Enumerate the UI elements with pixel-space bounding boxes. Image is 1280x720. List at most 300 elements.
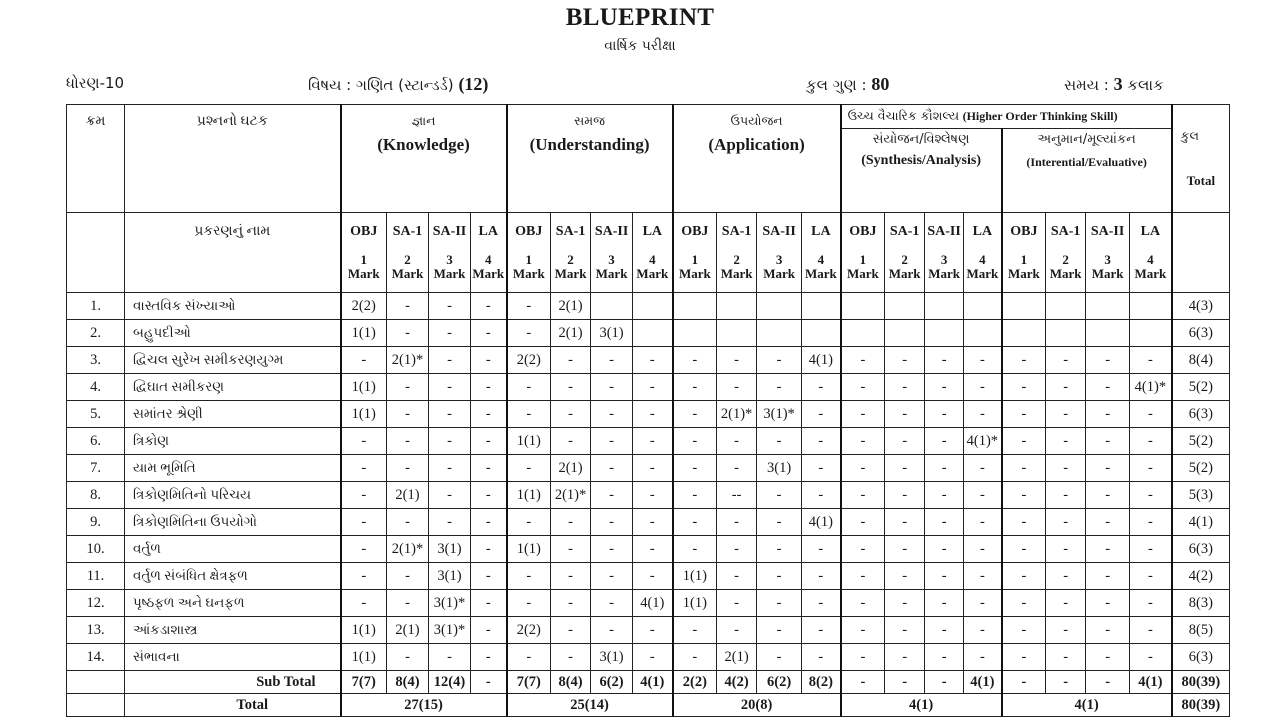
table-row — [67, 401, 1230, 428]
cell-value: - — [925, 590, 964, 617]
cell-value — [885, 320, 925, 347]
cell-value: - — [551, 590, 591, 617]
group-header-knowledge: જ્ઞાન (Knowledge) — [341, 105, 507, 213]
cell-value — [633, 320, 673, 347]
row-total: 8(3) — [1172, 590, 1230, 617]
cell-value: - — [429, 509, 471, 536]
row-number: 6. — [67, 428, 125, 455]
subtotal-value: - — [1086, 671, 1130, 694]
cell-value: 2(1)* — [387, 347, 429, 374]
cell-value: - — [925, 563, 964, 590]
cell-value: - — [471, 401, 507, 428]
cell-value: - — [633, 347, 673, 374]
cell-value — [802, 293, 841, 320]
cell-value: 3(1)* — [757, 401, 802, 428]
cell-value: - — [1046, 374, 1086, 401]
cell-value: - — [885, 455, 925, 482]
cell-value: - — [802, 482, 841, 509]
cell-value: - — [387, 455, 429, 482]
cell-value: 2(2) — [341, 293, 387, 320]
cell-value: - — [673, 374, 717, 401]
cell-value: - — [551, 617, 591, 644]
cell-value: - — [802, 563, 841, 590]
page-title: BLUEPRINT — [565, 4, 715, 31]
cell-value: - — [429, 644, 471, 671]
subtotal-value: 4(1) — [1130, 671, 1172, 694]
subtotal-label: Sub Total — [125, 671, 341, 694]
cell-value: - — [757, 590, 802, 617]
subcol-header-obj: OBJ 1 Mark — [341, 213, 387, 293]
cell-value: - — [1002, 401, 1046, 428]
cell-value: - — [1046, 455, 1086, 482]
cell-value: - — [673, 617, 717, 644]
cell-value: - — [1046, 347, 1086, 374]
cell-value: - — [1046, 401, 1086, 428]
cell-value: - — [1046, 536, 1086, 563]
cell-value: - — [964, 617, 1002, 644]
cell-value: - — [1046, 617, 1086, 644]
cell-value: - — [925, 617, 964, 644]
cell-value: - — [964, 509, 1002, 536]
cell-value: - — [1002, 590, 1046, 617]
cell-value: - — [885, 509, 925, 536]
subcol-header-sa-1: SA-1 2 Mark — [717, 213, 757, 293]
cell-value: - — [341, 347, 387, 374]
chapter-name: સંભાવના — [125, 644, 341, 671]
cell-value: 2(1)* — [717, 401, 757, 428]
cell-value: - — [633, 428, 673, 455]
cell-value: - — [673, 482, 717, 509]
row-total: 4(3) — [1172, 293, 1230, 320]
cell-value: 2(1) — [551, 293, 591, 320]
cell-value: - — [1086, 509, 1130, 536]
cell-value: - — [591, 509, 633, 536]
cell-value: - — [841, 401, 885, 428]
subcol-header-obj: OBJ 1 Mark — [673, 213, 717, 293]
cell-value: - — [885, 644, 925, 671]
component-header: પ્રશ્નનો ઘટક — [125, 105, 341, 213]
subcol-header-la: LA 4 Mark — [802, 213, 841, 293]
cell-value: - — [841, 455, 885, 482]
cell-value: - — [964, 563, 1002, 590]
cell-value: - — [1130, 563, 1172, 590]
chapter-name: આંકડાશાસ્ત્ર — [125, 617, 341, 644]
cell-value — [925, 293, 964, 320]
subject-info: વિષય : ગણિત (સ્ટાન્ડર્ડ) (12) — [308, 74, 489, 94]
cell-value: - — [964, 374, 1002, 401]
group-total: 20(8) — [673, 694, 841, 717]
cell-value — [673, 293, 717, 320]
cell-value: 4(1) — [802, 509, 841, 536]
cell-value: - — [471, 482, 507, 509]
cell-value: - — [841, 482, 885, 509]
cell-value: - — [551, 401, 591, 428]
cell-value: 1(1) — [673, 563, 717, 590]
cell-value: - — [841, 428, 885, 455]
subtotal-value: - — [925, 671, 964, 694]
cell-value: - — [964, 455, 1002, 482]
subcol-header-sa-1: SA-1 2 Mark — [551, 213, 591, 293]
row-number: 8. — [67, 482, 125, 509]
subcol-header-sa-1: SA-1 2 Mark — [885, 213, 925, 293]
exam-type: વાર્ષિક પરીક્ષા — [604, 38, 676, 54]
cell-value: - — [925, 428, 964, 455]
table-row — [67, 320, 1230, 347]
cell-value: - — [1002, 428, 1046, 455]
cell-value: - — [1086, 455, 1130, 482]
cell-value: - — [1002, 455, 1046, 482]
group-header-synthesis: સંયોજન/વિશ્લેષણ (Synthesis/Analysis) — [841, 129, 1002, 213]
cell-value — [964, 320, 1002, 347]
subcol-header-obj: OBJ 1 Mark — [1002, 213, 1046, 293]
subcol-header-la: LA 4 Mark — [471, 213, 507, 293]
cell-value: - — [429, 293, 471, 320]
cell-value: - — [717, 347, 757, 374]
table-row — [67, 482, 1230, 509]
cell-value: - — [757, 347, 802, 374]
group-total: 27(15) — [341, 694, 507, 717]
cell-value: - — [591, 563, 633, 590]
cell-value — [1002, 293, 1046, 320]
subtotal-value: - — [1002, 671, 1046, 694]
cell-value: - — [925, 644, 964, 671]
time-info: સમય : 3 કલાક — [1064, 74, 1164, 94]
cell-value: 2(1) — [717, 644, 757, 671]
cell-value: - — [885, 428, 925, 455]
cell-value: - — [1086, 428, 1130, 455]
row-number: 13. — [67, 617, 125, 644]
header-row-1 — [67, 105, 1230, 129]
cell-value: - — [387, 644, 429, 671]
cell-value: - — [429, 374, 471, 401]
cell-value: - — [885, 347, 925, 374]
cell-value: - — [802, 401, 841, 428]
cell-value: - — [673, 644, 717, 671]
subtotal-value: 8(4) — [551, 671, 591, 694]
cell-value: - — [471, 455, 507, 482]
cell-value: - — [429, 401, 471, 428]
cell-value: - — [1002, 536, 1046, 563]
cell-value: - — [841, 617, 885, 644]
table-row — [67, 509, 1230, 536]
cell-value: - — [551, 563, 591, 590]
cell-value: 4(1) — [802, 347, 841, 374]
cell-value: - — [507, 644, 551, 671]
cell-value: - — [633, 509, 673, 536]
cell-value: - — [885, 482, 925, 509]
cell-value: 1(1) — [507, 536, 551, 563]
row-number: 4. — [67, 374, 125, 401]
cell-value: - — [1086, 590, 1130, 617]
cell-value: - — [591, 590, 633, 617]
subtotal-value: 8(2) — [802, 671, 841, 694]
table-row — [67, 374, 1230, 401]
subcol-header-obj: OBJ 1 Mark — [841, 213, 885, 293]
subcol-header-sa-1: SA-1 2 Mark — [1046, 213, 1086, 293]
cell-value: - — [673, 347, 717, 374]
cell-value — [885, 293, 925, 320]
cell-value: 3(1) — [429, 536, 471, 563]
cell-value: - — [471, 509, 507, 536]
cell-value: - — [802, 644, 841, 671]
row-number: 14. — [67, 644, 125, 671]
subtotal-value: 6(2) — [591, 671, 633, 694]
subcol-header-sa-ii: SA-II 3 Mark — [757, 213, 802, 293]
total-row — [67, 694, 1230, 717]
cell-value: 1(1) — [673, 590, 717, 617]
cell-value: - — [507, 293, 551, 320]
cell-value: 4(1)* — [1130, 374, 1172, 401]
cell-value: -- — [717, 482, 757, 509]
chapter-name: વર્તુળ — [125, 536, 341, 563]
cell-value: - — [757, 428, 802, 455]
cell-value: - — [429, 482, 471, 509]
chapter-name: ત્રિકોણમિતિનો પરિચય — [125, 482, 341, 509]
cell-value: - — [341, 455, 387, 482]
cell-value: - — [341, 590, 387, 617]
cell-value: - — [1130, 509, 1172, 536]
cell-value — [1046, 293, 1086, 320]
cell-value: - — [757, 563, 802, 590]
subtotal-value: 4(1) — [633, 671, 673, 694]
cell-value: - — [673, 509, 717, 536]
cell-value: - — [925, 347, 964, 374]
cell-value: - — [633, 644, 673, 671]
cell-value: - — [717, 455, 757, 482]
cell-value: - — [1130, 590, 1172, 617]
cell-value: - — [551, 347, 591, 374]
subtotal-value: 4(2) — [717, 671, 757, 694]
cell-value: - — [471, 374, 507, 401]
cell-value: - — [1002, 563, 1046, 590]
cell-value: - — [341, 536, 387, 563]
cell-value: 2(1) — [387, 482, 429, 509]
table-row — [67, 644, 1230, 671]
table-row — [67, 536, 1230, 563]
row-number: 12. — [67, 590, 125, 617]
cell-value: - — [471, 428, 507, 455]
subcol-header-sa-ii: SA-II 3 Mark — [925, 213, 964, 293]
group-header-evaluative: અનુમાન/મૂલ્યાંકન (Interential/Evaluative) — [1002, 129, 1172, 213]
cell-value: - — [885, 617, 925, 644]
cell-value — [1046, 320, 1086, 347]
table-row — [67, 293, 1230, 320]
cell-value: - — [551, 428, 591, 455]
table-row — [67, 590, 1230, 617]
cell-value: - — [885, 563, 925, 590]
chapter-name: સમાંતર શ્રેણી — [125, 401, 341, 428]
cell-value: - — [387, 374, 429, 401]
total-label: Total — [125, 694, 341, 717]
cell-value: - — [841, 590, 885, 617]
row-total: 8(4) — [1172, 347, 1230, 374]
cell-value: - — [1086, 617, 1130, 644]
cell-value: - — [387, 293, 429, 320]
cell-value: - — [551, 536, 591, 563]
cell-value — [1130, 320, 1172, 347]
cell-value: - — [1002, 347, 1046, 374]
cell-value: - — [507, 401, 551, 428]
subtotal-value: - — [1046, 671, 1086, 694]
cell-value: 1(1) — [341, 644, 387, 671]
cell-value: 2(2) — [507, 617, 551, 644]
cell-value: - — [964, 644, 1002, 671]
cell-value: - — [1130, 401, 1172, 428]
cell-value — [802, 320, 841, 347]
cell-value: - — [341, 428, 387, 455]
cell-value: - — [633, 563, 673, 590]
cell-value: - — [1002, 509, 1046, 536]
cell-value: 2(1) — [551, 320, 591, 347]
cell-value: - — [802, 428, 841, 455]
chapter-name: વર્તુળ સંબંધિત ક્ષેત્રફળ — [125, 563, 341, 590]
cell-value: - — [387, 428, 429, 455]
cell-value: - — [757, 644, 802, 671]
group-total: 4(1) — [1002, 694, 1172, 717]
row-total: 5(2) — [1172, 374, 1230, 401]
cell-value — [1086, 293, 1130, 320]
cell-value: - — [1086, 374, 1130, 401]
subtotal-value: 8(4) — [387, 671, 429, 694]
cell-value — [757, 293, 802, 320]
cell-value: - — [717, 617, 757, 644]
cell-value — [1130, 293, 1172, 320]
group-header-understanding: સમજ (Understanding) — [507, 105, 673, 213]
cell-value: - — [471, 293, 507, 320]
cell-value: - — [717, 536, 757, 563]
cell-value: - — [387, 320, 429, 347]
cell-value: 2(1)* — [551, 482, 591, 509]
subtotal-row — [67, 671, 1230, 694]
cell-value: - — [757, 509, 802, 536]
chapter-name: ત્રિકોણમિતિના ઉપયોગો — [125, 509, 341, 536]
cell-value: - — [717, 374, 757, 401]
chapter-name: દ્વિચલ સુરેખ સમીકરણયુગ્મ — [125, 347, 341, 374]
cell-value: - — [802, 374, 841, 401]
cell-value — [1086, 320, 1130, 347]
cell-value: 3(1)* — [429, 617, 471, 644]
cell-value: - — [964, 536, 1002, 563]
subheader-row — [67, 213, 1230, 293]
row-number: 2. — [67, 320, 125, 347]
cell-value: - — [925, 536, 964, 563]
cell-value: - — [925, 374, 964, 401]
cell-value: - — [551, 509, 591, 536]
cell-value: - — [591, 617, 633, 644]
cell-value: - — [673, 428, 717, 455]
cell-value — [841, 320, 885, 347]
cell-value: - — [551, 374, 591, 401]
cell-value: - — [1002, 482, 1046, 509]
chapter-name-header: પ્રકરણનું નામ — [125, 213, 341, 293]
cell-value: - — [757, 617, 802, 644]
cell-value: - — [429, 347, 471, 374]
cell-value: - — [591, 536, 633, 563]
cell-value: - — [551, 644, 591, 671]
cell-value: - — [387, 563, 429, 590]
row-number: 7. — [67, 455, 125, 482]
cell-value: - — [1086, 563, 1130, 590]
row-total: 5(2) — [1172, 428, 1230, 455]
cell-value: - — [591, 455, 633, 482]
cell-value: - — [717, 590, 757, 617]
cell-value: - — [591, 482, 633, 509]
cell-value: - — [507, 455, 551, 482]
cell-value: - — [471, 563, 507, 590]
cell-value: - — [1130, 617, 1172, 644]
cell-value: - — [1086, 482, 1130, 509]
cell-value: 2(1)* — [387, 536, 429, 563]
cell-value: - — [633, 617, 673, 644]
subtotal-value: 6(2) — [757, 671, 802, 694]
cell-value: - — [633, 374, 673, 401]
cell-value: 2(1) — [551, 455, 591, 482]
cell-value: - — [471, 590, 507, 617]
cell-value: - — [964, 482, 1002, 509]
cell-value — [673, 320, 717, 347]
subtotal-value: - — [841, 671, 885, 694]
subtotal-value: 12(4) — [429, 671, 471, 694]
cell-value — [841, 293, 885, 320]
cell-value: - — [841, 563, 885, 590]
blueprint-table — [66, 104, 1230, 717]
cell-value: - — [341, 509, 387, 536]
cell-value: - — [1002, 617, 1046, 644]
total-header: કુલ Total — [1172, 105, 1230, 213]
cell-value: - — [1046, 428, 1086, 455]
cell-value: - — [885, 401, 925, 428]
cell-value: - — [964, 590, 1002, 617]
table-row — [67, 563, 1230, 590]
cell-value: 1(1) — [507, 428, 551, 455]
row-number: 9. — [67, 509, 125, 536]
cell-value: - — [964, 347, 1002, 374]
cell-value: - — [633, 455, 673, 482]
row-total: 6(3) — [1172, 401, 1230, 428]
cell-value: - — [507, 563, 551, 590]
cell-value: 1(1) — [507, 482, 551, 509]
cell-value — [717, 320, 757, 347]
subcol-header-sa-ii: SA-II 3 Mark — [591, 213, 633, 293]
cell-value: - — [1130, 455, 1172, 482]
cell-value — [633, 293, 673, 320]
subcol-header-sa-ii: SA-II 3 Mark — [429, 213, 471, 293]
cell-value — [591, 293, 633, 320]
cell-value: - — [802, 536, 841, 563]
cell-value: - — [802, 455, 841, 482]
row-number: 3. — [67, 347, 125, 374]
cell-value: 1(1) — [341, 401, 387, 428]
row-number: 11. — [67, 563, 125, 590]
cell-value: - — [841, 347, 885, 374]
cell-value: - — [885, 374, 925, 401]
cell-value: - — [633, 401, 673, 428]
row-total: 4(2) — [1172, 563, 1230, 590]
cell-value — [925, 320, 964, 347]
cell-value: - — [633, 536, 673, 563]
cell-value: - — [841, 374, 885, 401]
row-number: 10. — [67, 536, 125, 563]
cell-value: - — [1130, 644, 1172, 671]
cell-value: 3(1) — [757, 455, 802, 482]
cell-value: - — [925, 482, 964, 509]
cell-value: - — [757, 374, 802, 401]
cell-value: - — [757, 536, 802, 563]
cell-value: - — [964, 401, 1002, 428]
chapter-name: યામ ભૂમિતિ — [125, 455, 341, 482]
cell-value: - — [757, 482, 802, 509]
cell-value: - — [471, 644, 507, 671]
